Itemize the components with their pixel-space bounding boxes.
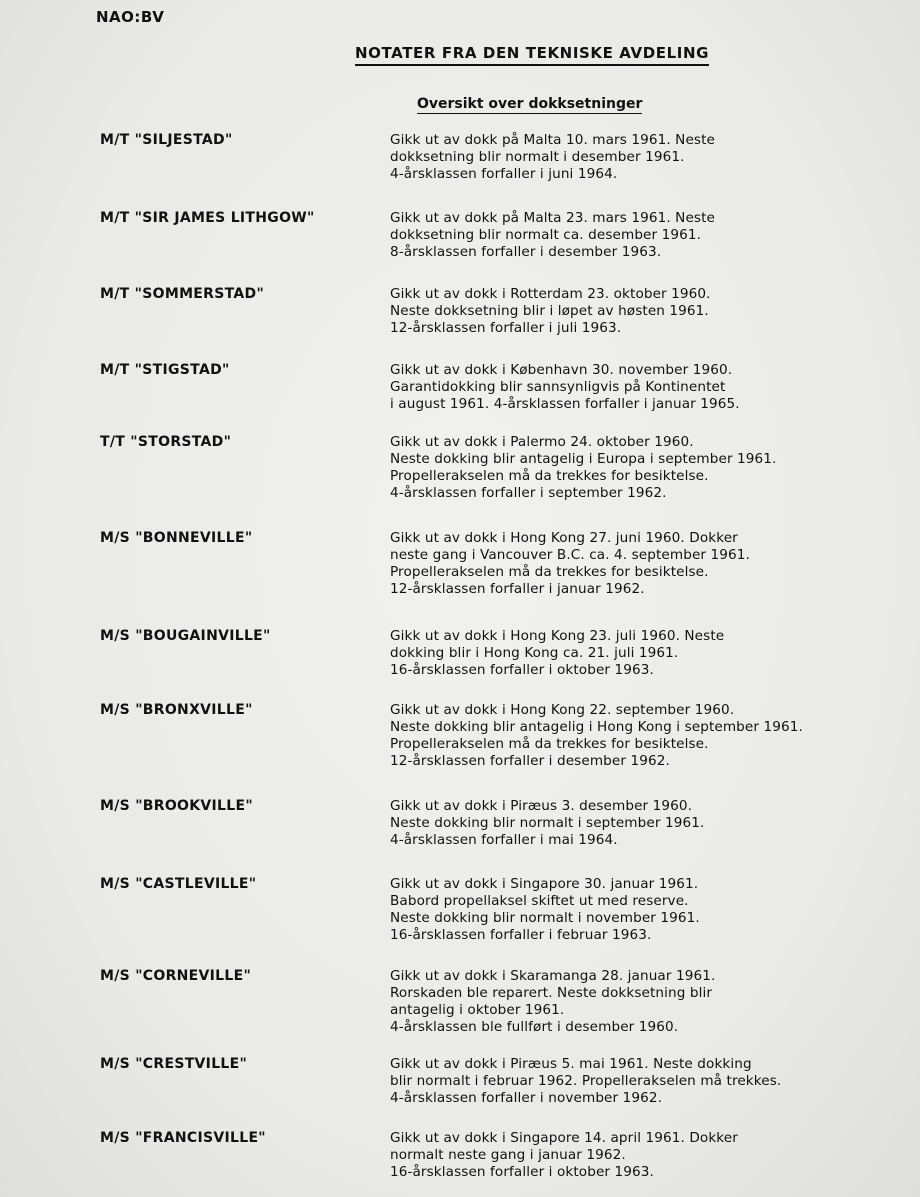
ship-name: M/S "BROOKVILLE"	[100, 798, 253, 814]
description-line: 12-årsklassen forfaller i desember 1962.	[390, 753, 670, 769]
document-reference: NAO:BV	[96, 8, 165, 26]
ship-name: M/T "SOMMERSTAD"	[100, 286, 265, 302]
description-line: Gikk ut av dokk i Skaramanga 28. januar 1961.	[390, 968, 716, 984]
description-line: Garantidokking blir sannsynligvis på Kontinentet	[390, 379, 726, 395]
dock-description	[390, 876, 900, 944]
description-line: Propellerakselen må da trekkes for besiktelse.	[390, 564, 709, 580]
description-line: Gikk ut av dokk i Hong Kong 27. juni 1960. Dokker	[390, 530, 738, 546]
description-line: Gikk ut av dokk i Hong Kong 22. september 1960.	[390, 702, 735, 718]
description-line: Propellerakselen må da trekkes for besiktelse.	[390, 468, 709, 484]
description-line: Neste dokking blir normalt i september 1961.	[390, 815, 705, 831]
description-line: neste gang i Vancouver B.C. ca. 4. september 1961.	[390, 547, 750, 563]
ship-name: M/T "SILJESTAD"	[100, 132, 233, 148]
description-line: dokksetning blir normalt ca. desember 1961.	[390, 227, 702, 243]
description-line: antagelig i oktober 1961.	[390, 1002, 565, 1018]
description-line: i august 1961. 4-årsklassen forfaller i januar 1965.	[390, 396, 740, 412]
description-line: blir normalt i februar 1962. Propellerakselen må trekkes.	[390, 1073, 782, 1089]
dock-description	[390, 210, 900, 261]
dock-description	[390, 362, 900, 413]
dock-description	[390, 132, 900, 183]
ship-name: M/S "BOUGAINVILLE"	[100, 628, 271, 644]
ship-name: M/S "CORNEVILLE"	[100, 968, 252, 984]
description-line: 4-årsklassen forfaller i juni 1964.	[390, 166, 618, 182]
description-line: 4-årsklassen forfaller i september 1962.	[390, 485, 667, 501]
description-line: Gikk ut av dokk i Hong Kong 23. juli 1960. Neste	[390, 628, 725, 644]
dock-description	[390, 1130, 900, 1181]
ship-name: M/S "FRANCISVILLE"	[100, 1130, 266, 1146]
description-line: dokking blir i Hong Kong ca. 21. juli 1961.	[390, 645, 679, 661]
description-line: 16-årsklassen forfaller i oktober 1963.	[390, 662, 654, 678]
ship-name: M/S "CASTLEVILLE"	[100, 876, 257, 892]
description-line: 16-årsklassen forfaller i februar 1963.	[390, 927, 652, 943]
description-line: Propellerakselen må da trekkes for besiktelse.	[390, 736, 709, 752]
description-line: Gikk ut av dokk i Singapore 30. januar 1961.	[390, 876, 699, 892]
dock-description	[390, 434, 900, 502]
description-line: normalt neste gang i januar 1962.	[390, 1147, 626, 1163]
ship-name: M/T "SIR JAMES LITHGOW"	[100, 210, 315, 226]
description-line: Neste dokking blir normalt i november 1961.	[390, 910, 700, 926]
description-line: Babord propellaksel skiftet ut med reserve.	[390, 893, 689, 909]
description-line: 4-årsklassen forfaller i mai 1964.	[390, 832, 618, 848]
ship-name: T/T "STORSTAD"	[100, 434, 232, 450]
description-line: 12-årsklassen forfaller i juli 1963.	[390, 320, 622, 336]
ship-name: M/S "CRESTVILLE"	[100, 1056, 248, 1072]
description-line: Neste dokking blir antagelig i Europa i september 1961.	[390, 451, 777, 467]
description-line: Gikk ut av dokk i Rotterdam 23. oktober 1960.	[390, 286, 711, 302]
description-line: Gikk ut av dokk i København 30. november 1960.	[390, 362, 733, 378]
description-line: 8-årsklassen forfaller i desember 1963.	[390, 244, 662, 260]
description-line: Neste dokksetning blir i løpet av høsten 1961.	[390, 303, 709, 319]
description-line: Gikk ut av dokk i Piræus 3. desember 1960.	[390, 798, 693, 814]
description-line: Gikk ut av dokk i Palermo 24. oktober 1960.	[390, 434, 694, 450]
dock-description	[390, 1056, 900, 1107]
description-line: 16-årsklassen forfaller i oktober 1963.	[390, 1164, 654, 1180]
description-line: Gikk ut av dokk i Piræus 5. mai 1961. Neste dokking	[390, 1056, 752, 1072]
ship-name: M/S "BONNEVILLE"	[100, 530, 253, 546]
dock-description	[390, 530, 900, 598]
page-subtitle: Oversikt over dokksetninger	[417, 96, 643, 112]
description-line: dokksetning blir normalt i desember 1961.	[390, 149, 685, 165]
description-line: Rorskaden ble reparert. Neste dokksetning blir	[390, 985, 713, 1001]
description-line: Gikk ut av dokk på Malta 10. mars 1961. Neste	[390, 132, 715, 148]
dock-description	[390, 798, 900, 849]
dock-description	[390, 702, 900, 770]
dock-description	[390, 628, 900, 679]
description-line: 4-årsklassen forfaller i november 1962.	[390, 1090, 663, 1106]
ship-name: M/T "STIGSTAD"	[100, 362, 230, 378]
description-line: 12-årsklassen forfaller i januar 1962.	[390, 581, 645, 597]
description-line: Gikk ut av dokk på Malta 23. mars 1961. Neste	[390, 210, 715, 226]
description-line: Gikk ut av dokk i Singapore 14. april 1961. Dokker	[390, 1130, 738, 1146]
dock-description	[390, 968, 900, 1036]
ship-name: M/S "BRONXVILLE"	[100, 702, 253, 718]
dock-description	[390, 286, 900, 337]
description-line: Neste dokking blir antagelig i Hong Kong i september 1961.	[390, 719, 803, 735]
description-line: 4-årsklassen ble fullført i desember 1960.	[390, 1019, 679, 1035]
page-title: NOTATER FRA DEN TEKNISKE AVDELING	[355, 44, 709, 66]
